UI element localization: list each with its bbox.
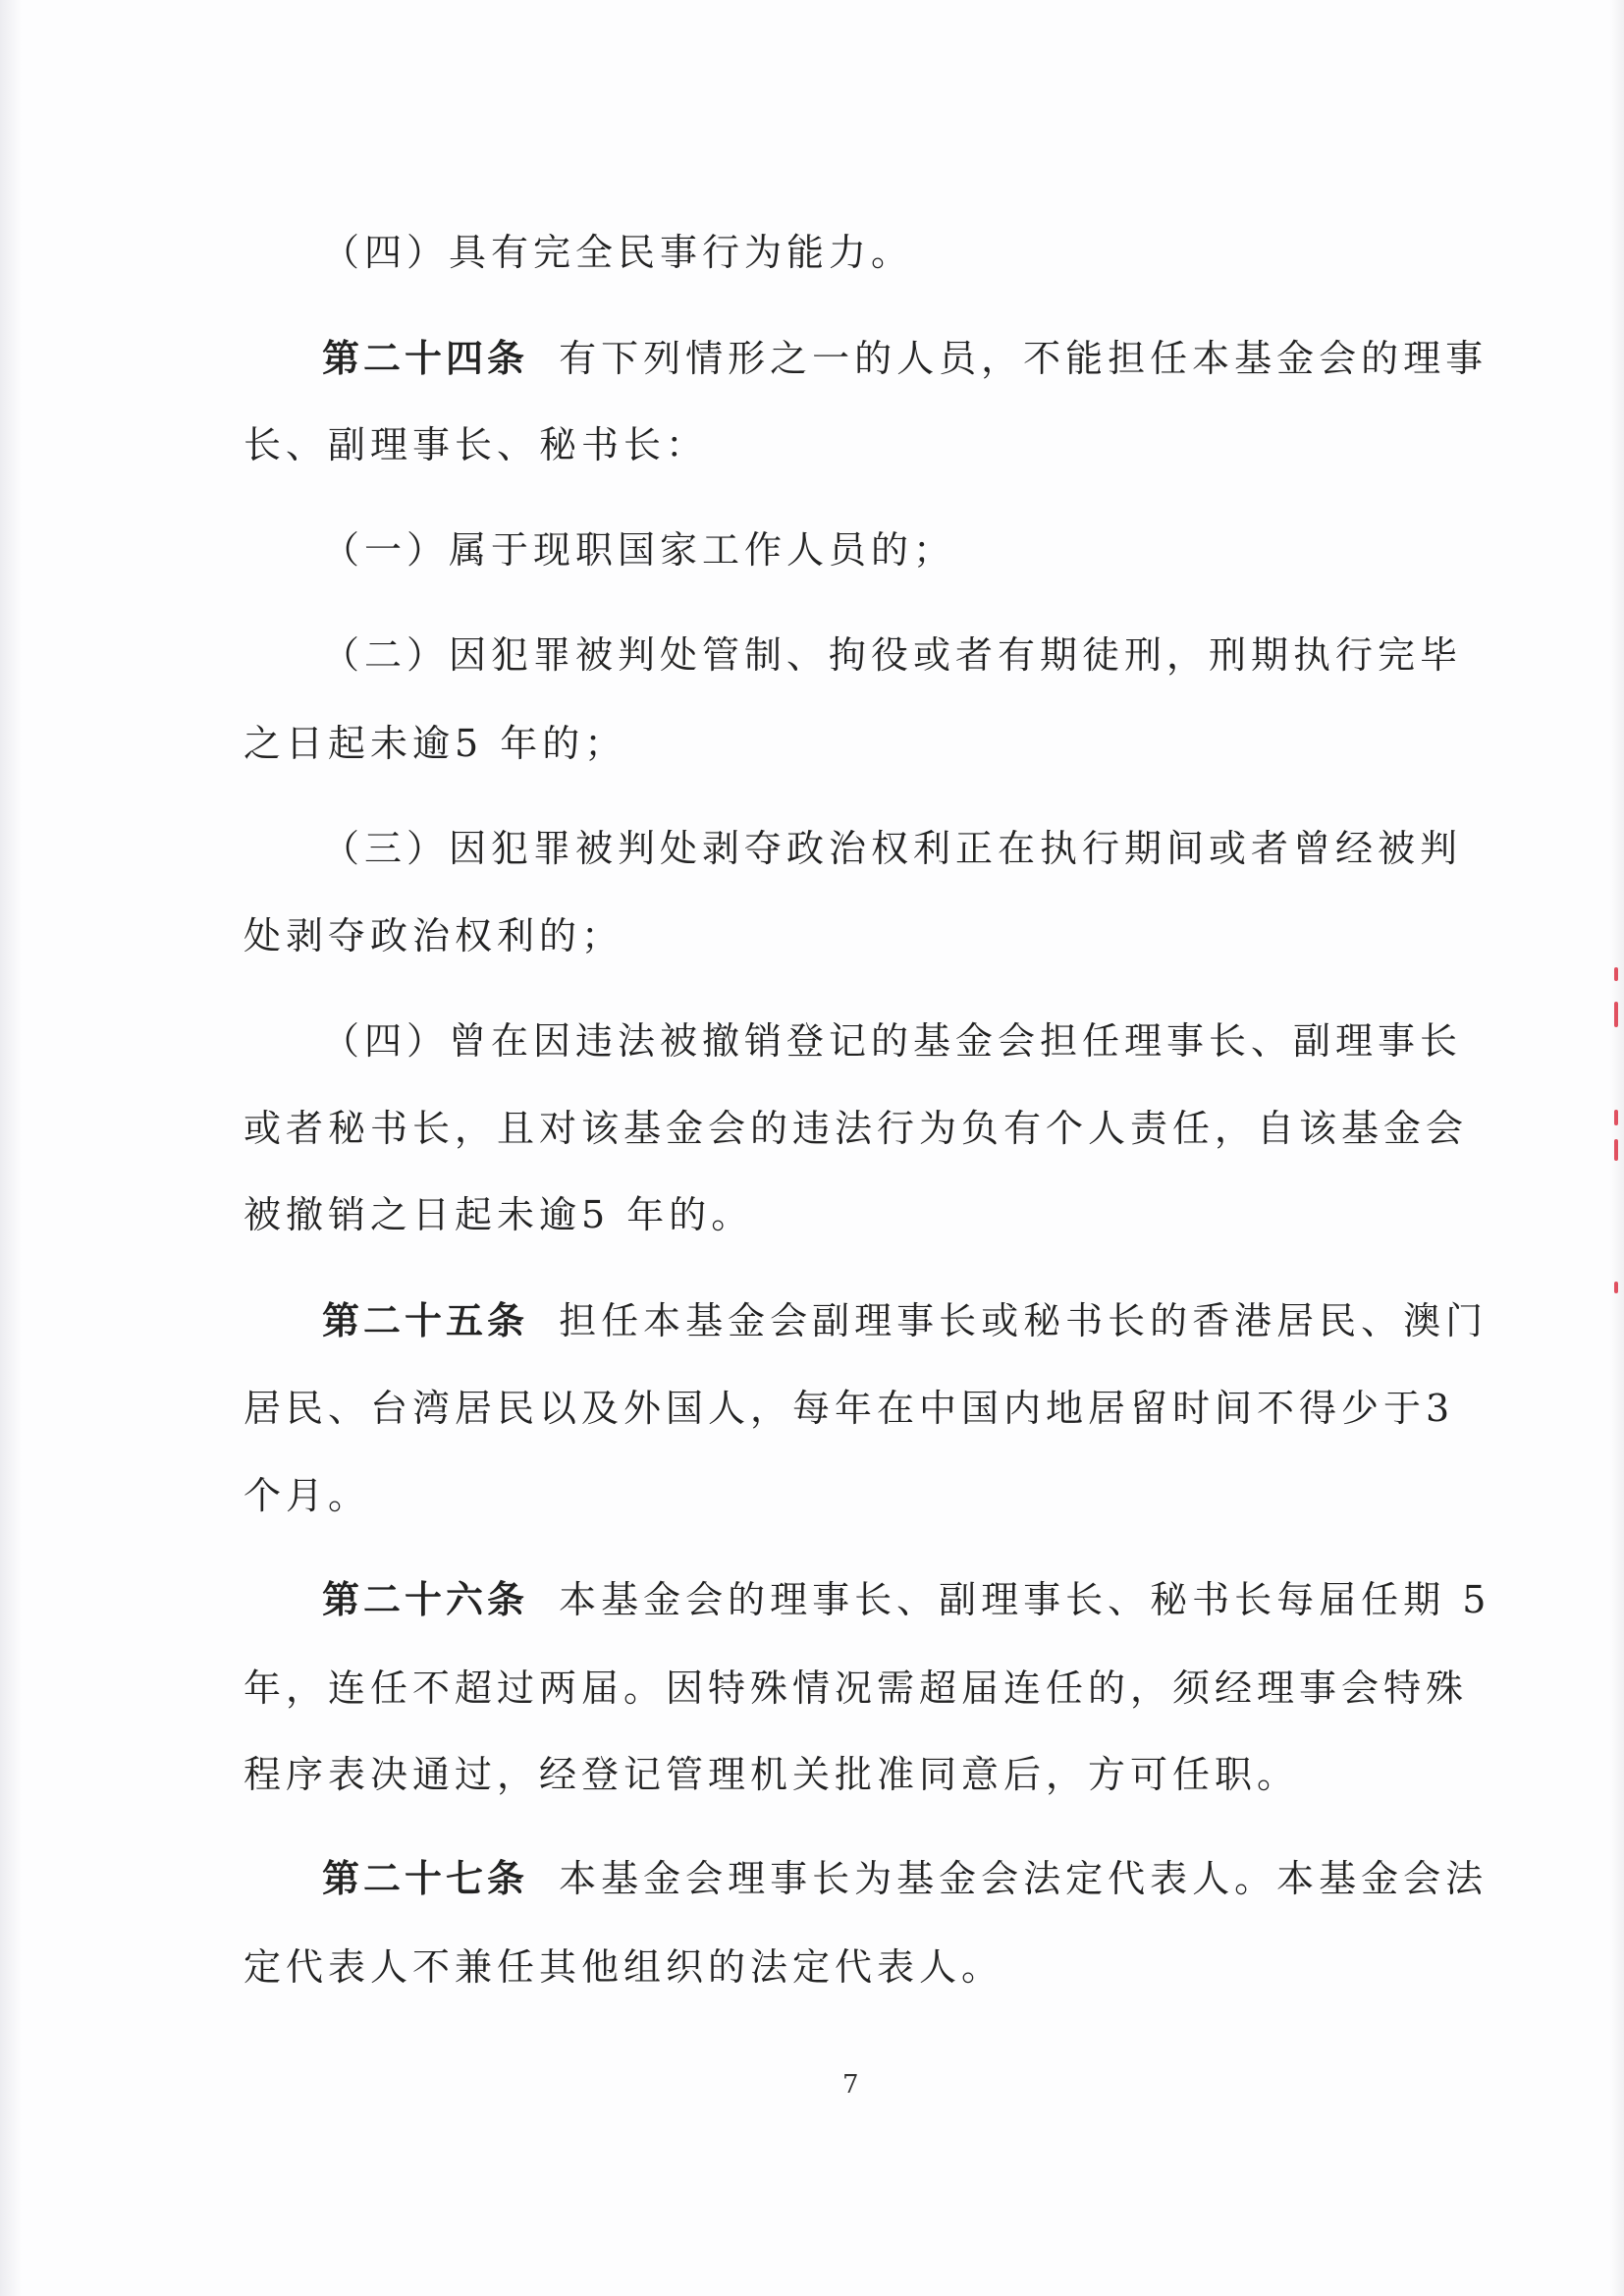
article-25-line-2: 居民、台湾居民以及外国人，每年在中国内地居留时间不得少于3 (244, 1387, 1455, 1430)
article-25-line-1 (322, 1296, 1488, 1345)
margin-mark (1614, 1002, 1618, 1027)
article-24-item-4-line-2: 或者秘书长，且对该基金会的违法行为负有个人责任，自该基金会 (244, 1107, 1469, 1150)
article-25-text: 担任本基金会副理事长或秘书长的香港居民、澳门 (559, 1299, 1489, 1342)
article-24-item-2-line-2: 之日起未逾5 年的； (244, 722, 627, 765)
article-27-line-1 (322, 1854, 1488, 1903)
margin-mark (1614, 1110, 1618, 1125)
article-24-item-1: （一）属于现职国家工作人员的； (322, 528, 956, 572)
margin-mark (1614, 1282, 1618, 1293)
article-24-line-1 (322, 334, 1488, 383)
article-24-item-4-line-3: 被撤销之日起未逾5 年的。 (244, 1193, 754, 1236)
margin-mark (1614, 967, 1618, 981)
article-24-text: 有下列情形之一的人员，不能担任本基金会的理事 (559, 337, 1489, 380)
article-27-line-2: 定代表人不兼任其他组织的法定代表人。 (244, 1945, 1004, 1989)
article-24-item-2-line-1: （二）因犯罪被判处管制、拘役或者有期徒刑，刑期执行完毕 (322, 633, 1463, 677)
article-26-line-1 (322, 1575, 1490, 1624)
article-24-item-4-line-1: （四）曾在因违法被撤销登记的基金会担任理事长、副理事长 (322, 1019, 1463, 1063)
article-24-item-3-line-2: 处剥夺政治权利的； (244, 914, 624, 957)
article-27-heading: 第二十七条 (322, 1856, 529, 1900)
article-27-text: 本基金会理事长为基金会法定代表人。本基金会法 (559, 1857, 1489, 1900)
article-24-item-3-line-1: （三）因犯罪被判处剥夺政治权利正在执行期间或者曾经被判 (322, 827, 1463, 870)
article-24-line-2: 长、副理事长、秘书长： (244, 423, 709, 466)
article-26-heading: 第二十六条 (322, 1577, 529, 1621)
clause-23-item-4: （四）具有完全民事行为能力。 (322, 231, 914, 274)
page-number: 7 (842, 2070, 859, 2100)
scan-edge-left (0, 0, 22, 2296)
article-24-heading: 第二十四条 (322, 336, 529, 380)
article-26-line-2: 年，连任不超过两届。因特殊情况需超届连任的，须经理事会特殊 (244, 1667, 1469, 1710)
margin-mark (1614, 1139, 1618, 1161)
article-26-line-3: 程序表决通过，经登记管理机关批准同意后，方可任职。 (244, 1753, 1300, 1796)
article-25-heading: 第二十五条 (322, 1298, 529, 1342)
article-26-text: 本基金会的理事长、副理事长、秘书长每届任期 5 (559, 1578, 1491, 1621)
article-25-line-3: 个月。 (244, 1474, 371, 1517)
